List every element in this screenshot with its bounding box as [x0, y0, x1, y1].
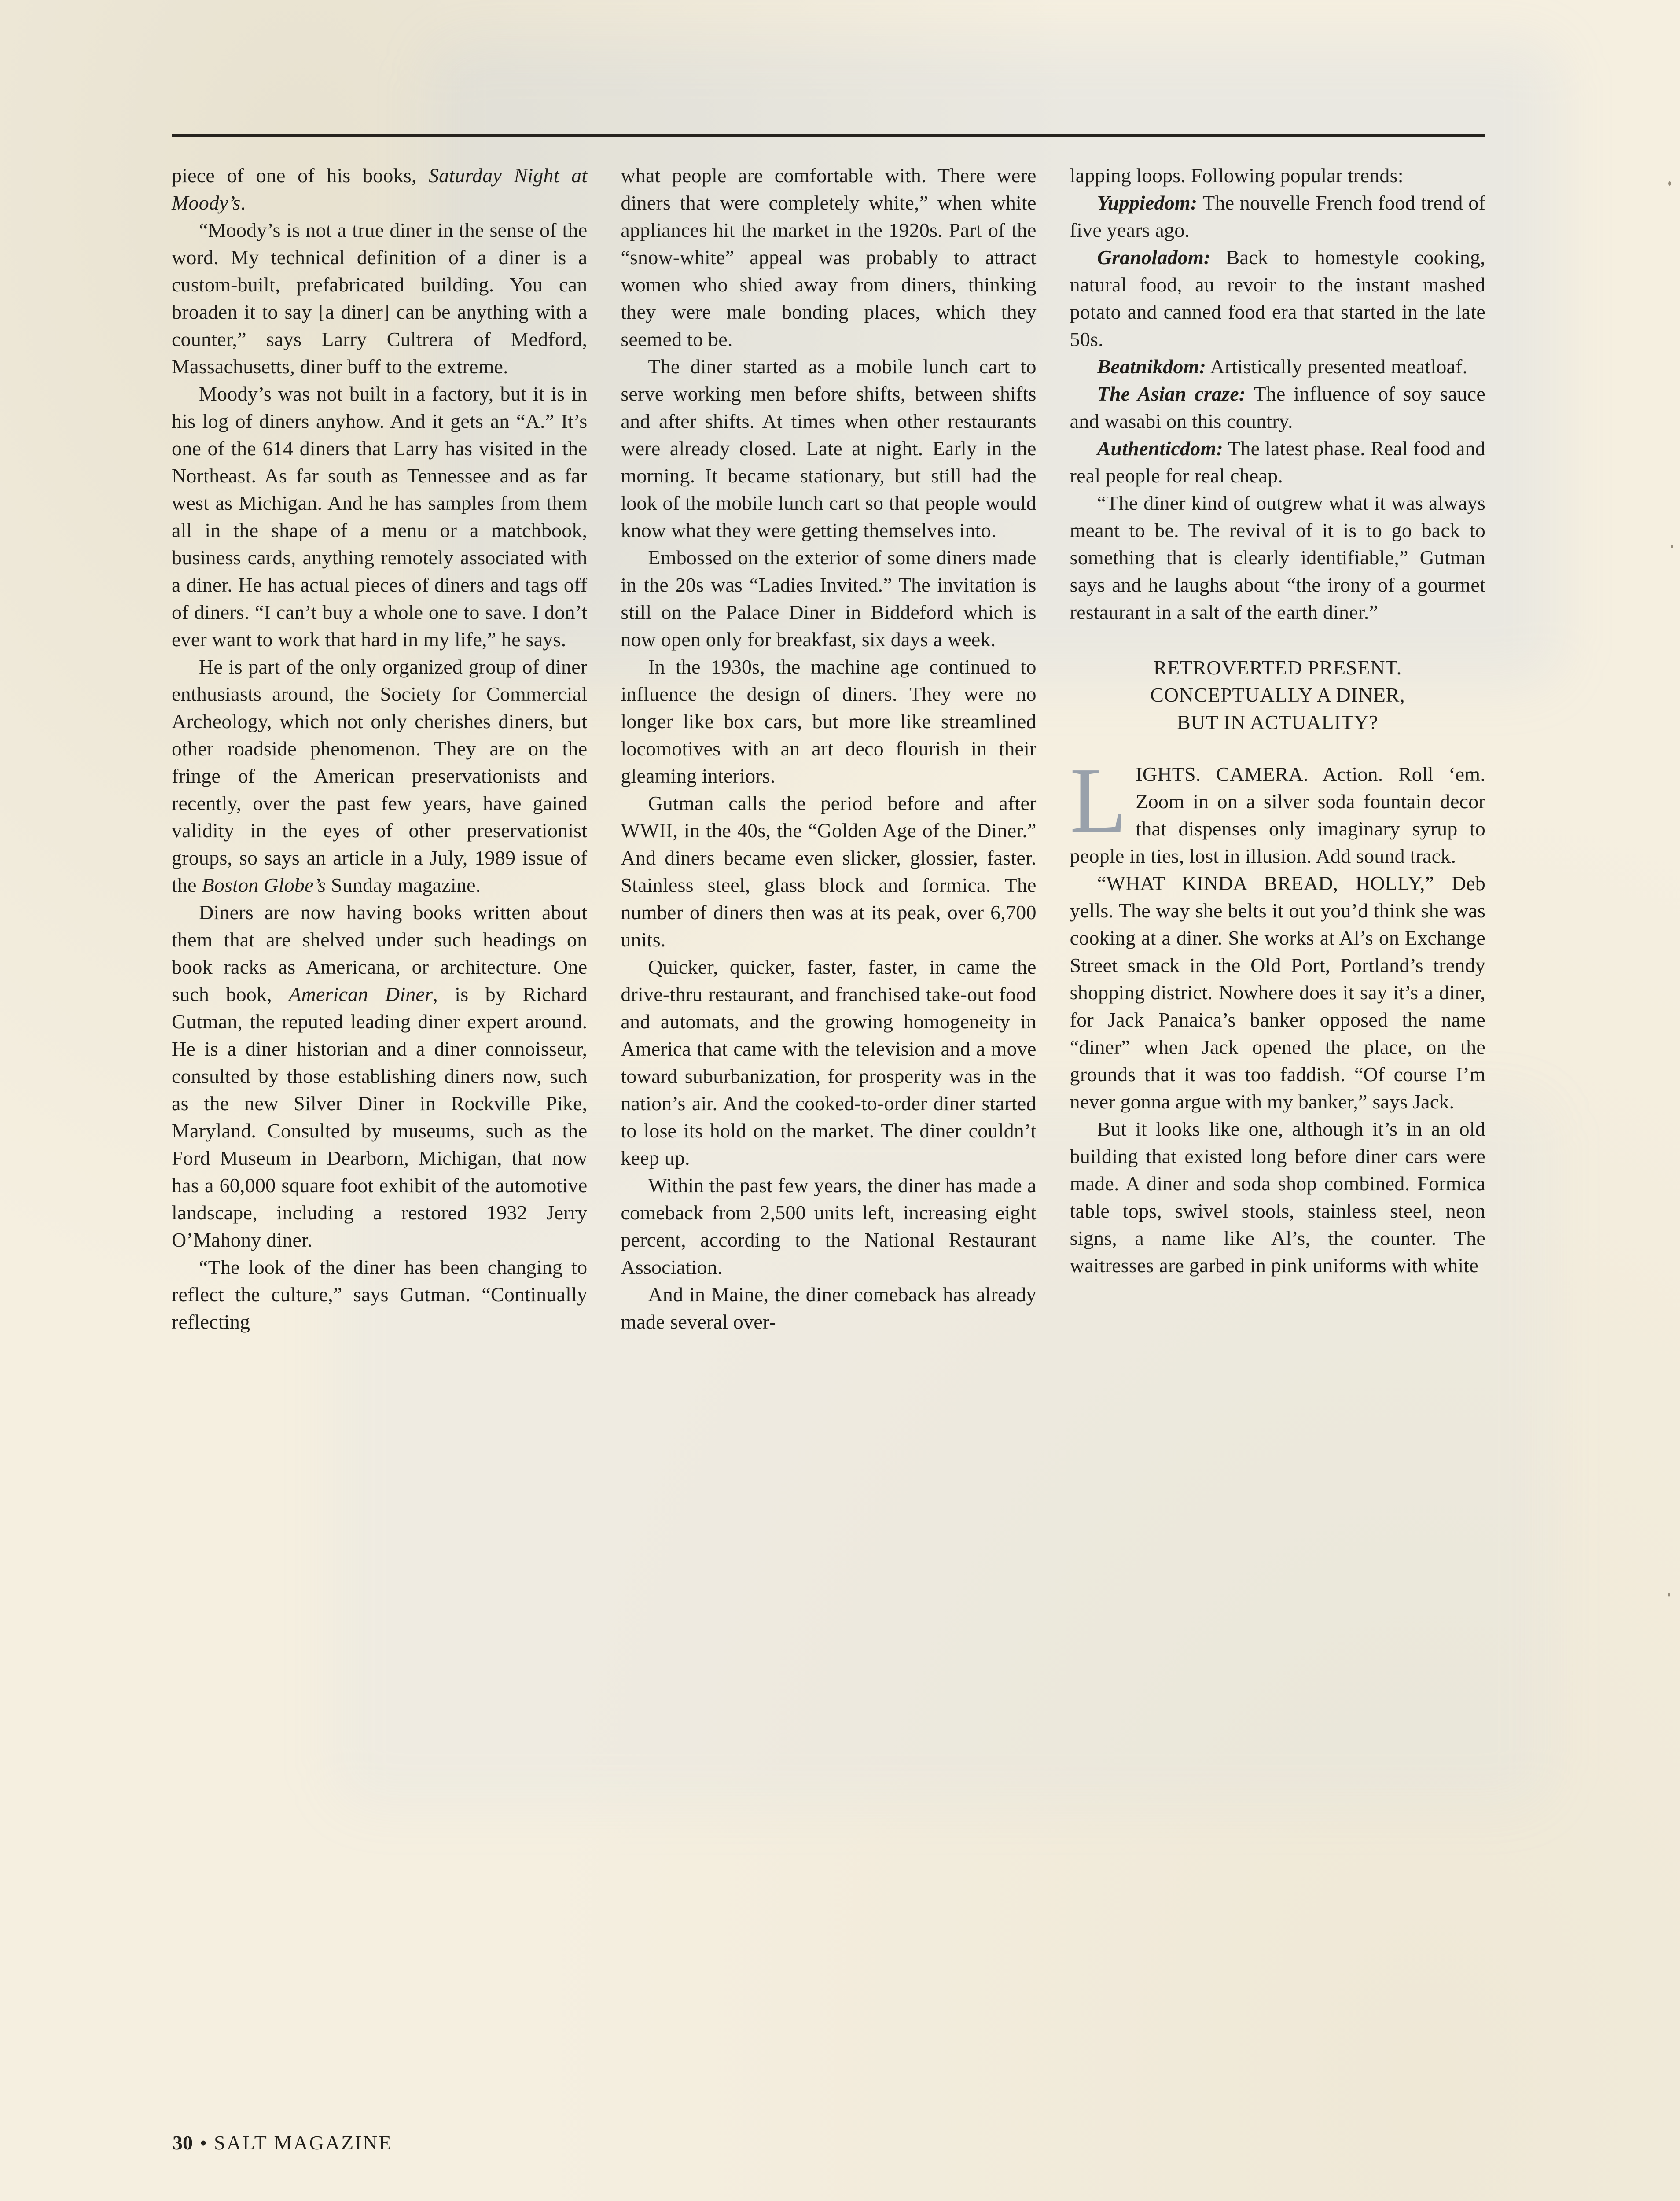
text-segment: Embossed on the exterior of some diners made in the 20s was “Ladies Invited.” The invitation is still on the Palace Diner in Biddeford which is now open only for breakfast, six days a week.	[621, 546, 1037, 651]
paragraph	[172, 653, 587, 899]
paragraph	[1070, 490, 1485, 626]
section-heading-line: BUT IN ACTUALITY?	[1177, 711, 1379, 733]
text-segment: “The diner kind of outgrew what it was always meant to be. The revival of it is to go back to something that is clearly identifiable,” Gutman says and he laughs about “the irony of a gourmet restaurant in a salt of the earth diner.”	[1070, 492, 1485, 623]
dropcap-paragraph	[1070, 748, 1485, 870]
paragraph	[621, 1172, 1036, 1281]
paragraph	[621, 953, 1036, 1172]
paragraph	[1070, 244, 1485, 353]
paragraph	[172, 217, 587, 380]
italic-segment: Boston Globe’s	[202, 874, 326, 896]
section-heading-line: RETROVERTED PRESENT.	[1153, 656, 1402, 679]
paragraph	[172, 899, 587, 1254]
page-footer	[173, 2131, 393, 2154]
text-segment: “WHAT KINDA BREAD, HOLLY,” Deb yells. The way she belts it out you’d think she was cooking at a diner. She works at Al’s on Exchange Street smack in the Old Port, Portland’s trendy shopping district. Nowhere does it say it’s a diner, for Jack Panaica’s banker opposed the name “diner” when Jack opened the place, on the grounds that it was too faddish. “Of course I’m never gonna argue with my banker,” says Jack.	[1070, 872, 1485, 1113]
paragraph	[621, 544, 1036, 653]
text-segment: “The look of the diner has been changing to reflect the culture,” says Gutman. “Continually reflecting	[172, 1256, 588, 1333]
text-segment: Artistically presented meatloaf.	[1206, 355, 1468, 378]
paragraph	[1070, 162, 1485, 189]
top-rule	[172, 134, 1485, 137]
paragraph	[172, 1254, 587, 1336]
italic-segment: Saturday Night at Moody’s	[172, 164, 588, 214]
text-segment: In the 1930s, the machine age continued to influence the design of diners. They were no longer like box cars, but more like streamlined locomotives with an art deco flourish in their gleaming interiors.	[621, 655, 1037, 787]
paragraph	[1070, 435, 1485, 490]
text-segment: And in Maine, the diner comeback has already made several over-	[621, 1283, 1037, 1333]
bold-italic-segment: Yuppiedom:	[1097, 191, 1198, 214]
section-heading	[1070, 654, 1485, 736]
paragraph	[1070, 380, 1485, 435]
text-segment: The nouvelle French food trend of five years ago.	[1070, 191, 1485, 241]
paragraph	[621, 790, 1036, 953]
text-segment: The influence of soy sauce and wasabi on this country.	[1070, 383, 1485, 432]
column-3	[1070, 162, 1485, 1336]
italic-segment: American Diner	[289, 983, 433, 1005]
footer-bullet: •	[200, 2131, 207, 2154]
bold-italic-segment: Granoladom:	[1097, 246, 1211, 269]
text-segment: But it looks like one, although it’s in an old building that existed long before diner cars were made. A diner and soda shop combined. Formica table tops, swivel stools, stainless steel, neon signs, a name like Al’s, the counter. The waitresses are garbed in pink uniforms with white	[1070, 1118, 1485, 1277]
bold-italic-segment: Beatnikdom:	[1097, 355, 1206, 378]
paragraph	[1070, 1115, 1485, 1279]
text-segment: Gutman calls the period before and after WWII, in the 40s, the “Golden Age of the Diner.” And diners became even slicker, glossier, faster. Stainless steel, glass block and formica. The number of diners then was at its peak, over 6,700 units.	[621, 792, 1037, 951]
paragraph	[621, 1281, 1036, 1336]
text-segment: IGHTS. CAMERA. Action. Roll ‘em. Zoom in on a silver soda fountain decor that dispenses only imaginary syrup to people in ties, lost in illusion. Add sound track.	[1070, 763, 1485, 867]
text-segment: Diners are now having books written about them that are shelved under such headings on book racks as Americana, or architecture. One such book,	[172, 901, 588, 1005]
bold-italic-segment: Authenticdom:	[1097, 437, 1223, 460]
article-columns	[172, 162, 1485, 1336]
text-segment: , is by Richard Gutman, the reputed leading diner expert around. He is a diner historian and a diner connoisseur, consulted by those establishing diners now, such as the new Silver Diner in Rockville Pike, Maryland. Consulted by museums, such as the Ford Museum in Dearborn, Michigan, that now has a 60,000 square foot exhibit of the automotive landscape, including a restored 1932 Jerry O’Mahony diner.	[172, 983, 588, 1251]
text-segment: Within the past few years, the diner has made a comeback from 2,500 units left, increasing eight percent, according to the National Restaurant Association.	[621, 1174, 1037, 1278]
text-segment: The latest phase. Real food and real people for real cheap.	[1070, 437, 1485, 487]
paragraph	[621, 162, 1036, 353]
paragraph	[1070, 189, 1485, 244]
text-segment: piece of one of his books,	[172, 164, 429, 187]
column-1	[172, 162, 587, 1336]
paragraph	[1070, 353, 1485, 380]
text-segment: what people are comfortable with. There were diners that were completely white,” when white appliances hit the market in the 1920s. Part of the “snow-white” appeal was probably to attract women who shied away from diners, thinking they were male bonding places, which they seemed to be.	[621, 164, 1037, 350]
text-segment: The diner started as a mobile lunch cart to serve working men before shifts, between shifts and after shifts. At times when other restaurants were already closed. Late at night. Early in the morning. It became stationary, but still had the look of the mobile lunch cart so that people would know what they were getting themselves into.	[621, 355, 1037, 541]
paragraph	[621, 353, 1036, 544]
paragraph	[172, 162, 587, 217]
text-segment: He is part of the only organized group of diner enthusiasts around, the Society for Commercial Archeology, which not only cherishes diners, but other roadside phenomenon. They are on the fringe of the American preservationists and recently, over the past few years, have gained validity in the eyes of other preservationist groups, so says an article in a July, 1989 issue of the	[172, 655, 588, 896]
scan-speck	[1668, 181, 1671, 186]
scan-speck	[1671, 545, 1673, 548]
paragraph	[1070, 870, 1485, 1115]
column-2	[621, 162, 1036, 1336]
text-segment: Back to homestyle cooking, natural food, au revoir to the instant mashed potato and canned food era that started in the late 50s.	[1070, 246, 1485, 350]
text-segment: “Moody’s is not a true diner in the sense of the word. My technical definition of a diner is a custom-built, prefabricated building. You can broaden it to say [a diner] can be anything with a counter,” says Larry Cultrera of Medford, Massachusetts, diner buff to the extreme.	[172, 219, 588, 378]
section-heading-line: CONCEPTUALLY A DINER,	[1150, 684, 1405, 706]
text-segment: Moody’s was not built in a factory, but it is in his log of diners anyhow. And it gets an “A.” It’s one of the 614 diners that Larry has visited in the Northeast. As far south as Tennessee and as far west as Michigan. And he has samples from them all in the shape of a menu or a matchbook, business cards, anything remotely associated with a diner. He has actual pieces of diners and tags off of diners. “I can’t buy a whole one to save. I don’t ever want to work that hard in my life,” he says.	[172, 383, 588, 651]
paragraph	[621, 653, 1036, 790]
scan-speck	[1668, 1593, 1670, 1597]
drop-cap: L	[1070, 748, 1127, 852]
paragraph	[172, 380, 587, 653]
magazine-name: SALT MAGAZINE	[214, 2131, 393, 2154]
text-segment: Quicker, quicker, faster, faster, in came the drive-thru restaurant, and franchised take-out food and automats, and the growing homogeneity in America that came with the television and a move toward suburbanization, for prosperity was in the nation’s air. And the cooked-to-order diner started to lose its hold on the market. The diner couldn’t keep up.	[621, 956, 1037, 1169]
text-segment: .	[240, 191, 246, 214]
text-segment: Sunday magazine.	[326, 874, 481, 896]
bold-italic-segment: The Asian craze:	[1097, 383, 1246, 405]
page-number: 30	[173, 2131, 193, 2154]
text-segment: lapping loops. Following popular trends:	[1070, 164, 1404, 187]
